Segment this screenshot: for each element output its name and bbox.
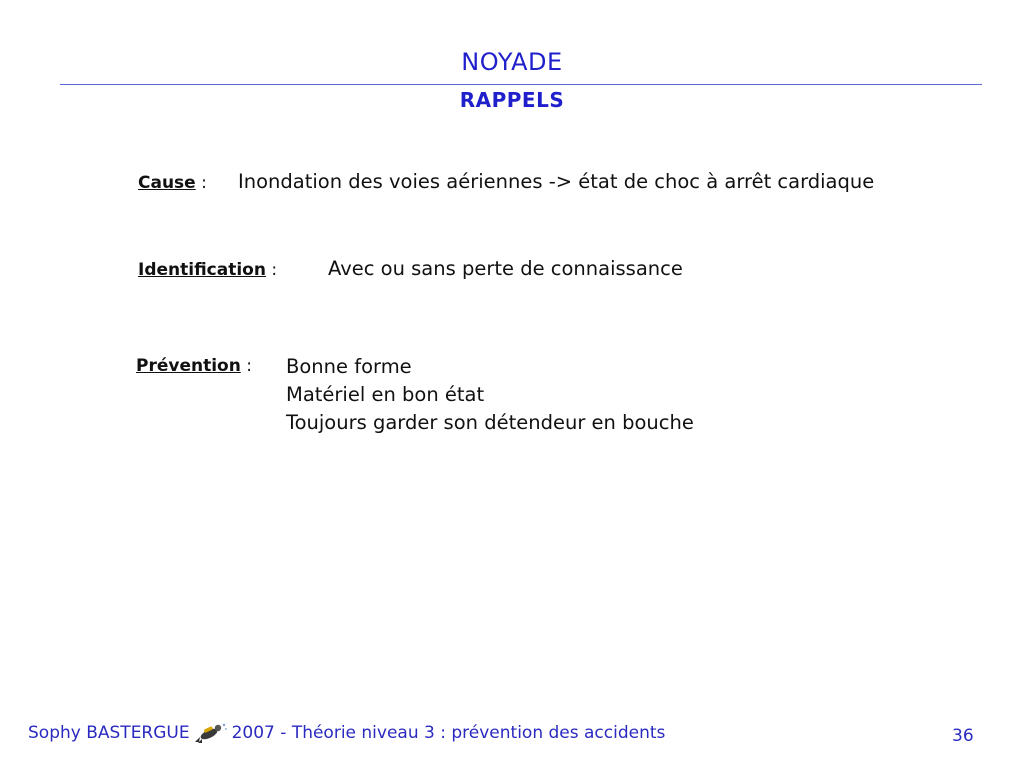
cause-colon: :: [195, 173, 207, 193]
cause-text: Inondation des voies aériennes -> état de choc à arrêt cardiaque: [238, 170, 875, 193]
title-divider: [60, 84, 982, 85]
prevention-label: Prévention: [136, 356, 241, 376]
prevention-item: Matériel en bon état: [286, 383, 485, 406]
prevention-list: [286, 353, 694, 437]
cause-label: Cause: [138, 173, 196, 193]
cause-row: [138, 170, 875, 193]
prevention-row: [136, 353, 694, 434]
identification-colon: :: [265, 260, 278, 280]
identification-row: [138, 257, 683, 280]
footer-credits: [28, 722, 665, 744]
diver-icon: [194, 722, 228, 744]
prevention-colon: :: [240, 356, 252, 376]
identification-text: Avec ou sans perte de connaissance: [328, 257, 683, 280]
slide-title: NOYADE: [461, 48, 563, 76]
slide-subtitle: RAPPELS: [459, 88, 565, 112]
prevention-item: Bonne forme: [286, 355, 412, 378]
footer-author: Sophy BASTERGUE: [28, 723, 190, 743]
identification-label: Identification: [138, 260, 266, 280]
prevention-item: Toujours garder son détendeur en bouche: [286, 411, 694, 434]
footer-course: 2007 - Théorie niveau 3 : prévention des accidents: [231, 723, 666, 743]
page-number: 36: [952, 726, 974, 746]
